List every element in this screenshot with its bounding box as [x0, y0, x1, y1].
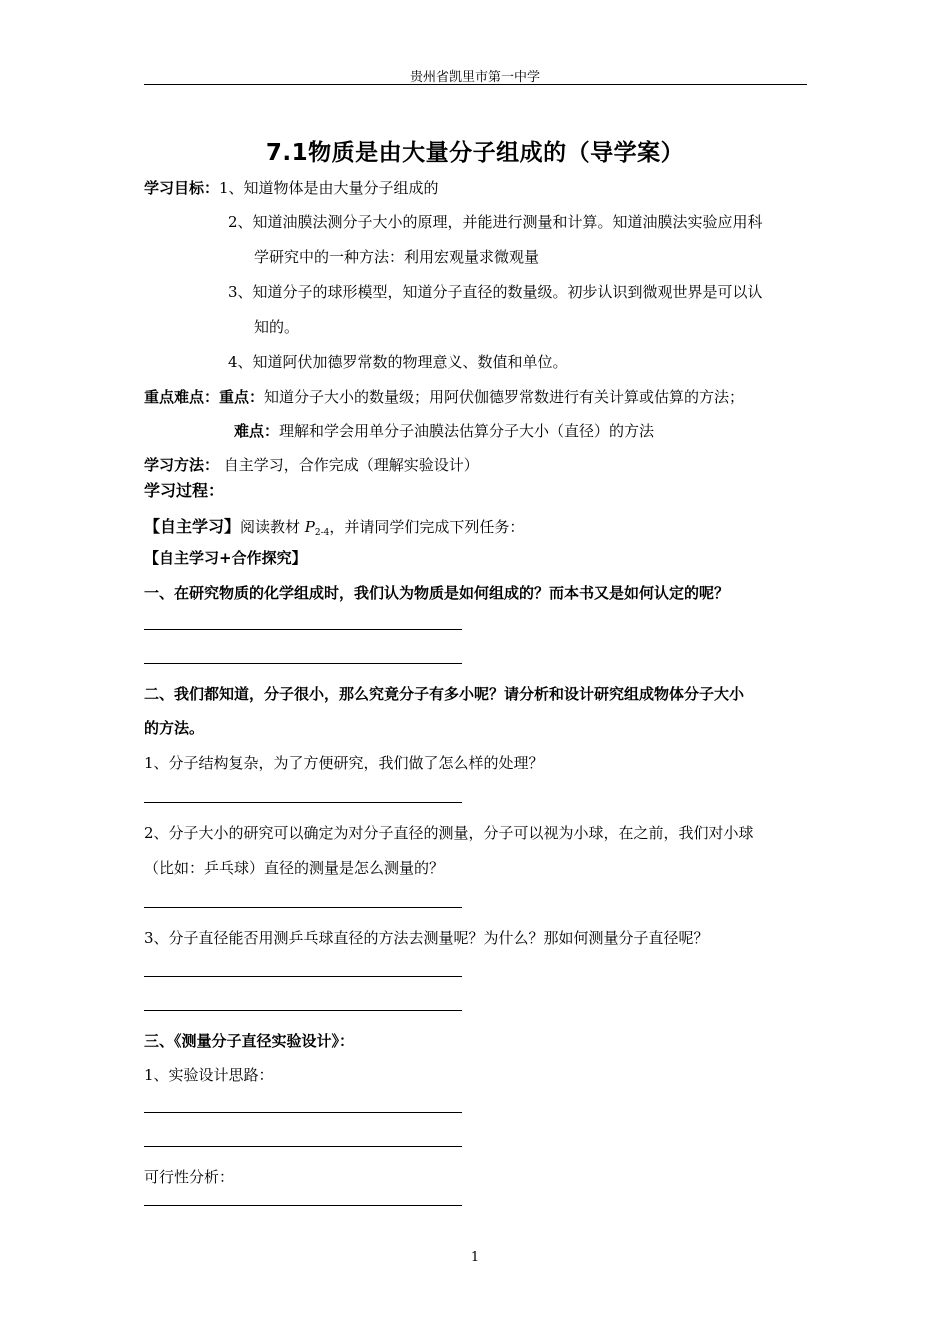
answer-line[interactable]	[144, 1010, 462, 1011]
self-study-line	[144, 514, 524, 538]
answer-line[interactable]	[144, 1205, 462, 1206]
objective-3-line-2: 知的。	[254, 318, 300, 336]
key-points-label: 重点难点：	[144, 388, 220, 406]
difficulty-label: 难点：	[234, 422, 280, 440]
objective-2-line-2: 学研究中的一种方法：利用宏观量求微观量	[254, 248, 540, 266]
self-study-text: 阅读教材	[240, 518, 305, 536]
document-title: 7.1物质是由大量分子组成的（导学案）	[265, 140, 685, 166]
question-1: 一、在研究物质的化学组成时，我们认为物质是如何组成的？而本书又是如何认定的呢？	[144, 584, 730, 602]
question-2-line-1: 二、我们都知道，分子很小，那么究竟分子有多小呢？请分析和设计研究组成物体分子大小	[144, 685, 745, 703]
feasibility-label: 可行性分析：	[144, 1168, 235, 1186]
objective-1: 1、知道物体是由大量分子组成的	[219, 179, 439, 197]
question-3-sub-1: 1、实验设计思路：	[144, 1066, 274, 1084]
question-3: 三、《测量分子直径实验设计》：	[144, 1032, 355, 1050]
objectives-label: 学习目标：	[144, 179, 220, 197]
objective-4: 4、知道阿伏加德罗常数的物理意义、数值和单位。	[228, 353, 568, 371]
textbook-page: $P_{2-4}$	[304, 518, 330, 538]
question-2-sub-1: 1、分子结构复杂，为了方便研究，我们做了怎么样的处理？	[144, 754, 544, 772]
answer-line[interactable]	[144, 1146, 462, 1147]
self-study-task: ，并请同学们完成下列任务：	[329, 518, 525, 536]
method-line	[144, 454, 479, 475]
page-number: 1	[470, 1250, 480, 1265]
key-label: 重点：	[219, 388, 265, 406]
answer-line[interactable]	[144, 976, 462, 977]
process-label: 学习过程：	[144, 481, 225, 500]
method-text: 自主学习，合作完成（理解实验设计）	[223, 456, 479, 474]
self-study-label: 【自主学习】	[144, 517, 241, 536]
question-2-sub-2-line-1: 2、分子大小的研究可以确定为对分子直径的测量，分子可以视为小球，在之前，我们对小球	[144, 824, 754, 842]
key-points-line	[144, 386, 744, 407]
objective-3-line-1: 3、知道分子的球形模型，知道分子直径的数量级。初步认识到微观世界是可以认	[228, 283, 763, 301]
coop-label: 【自主学习+合作探究】	[144, 549, 307, 567]
answer-line[interactable]	[144, 1112, 462, 1113]
question-2-sub-3: 3、分子直径能否用测乒乓球直径的方法去测量呢？为什么？那如何测量分子直径呢？	[144, 929, 709, 947]
objective-2-line-1: 2、知道油膜法测分子大小的原理，并能进行测量和计算。知道油膜法实验应用科	[228, 213, 763, 231]
key-text: 知道分子大小的数量级；用阿伏伽德罗常数进行有关计算或估算的方法；	[264, 388, 745, 406]
question-2-sub-2-line-2: （比如：乒乓球）直径的测量是怎么测量的？	[144, 859, 445, 877]
difficulty-line	[234, 420, 654, 441]
objectives-line-1	[144, 177, 439, 198]
difficulty-text: 理解和学会用单分子油膜法估算分子大小（直径）的方法	[279, 422, 655, 440]
answer-line[interactable]	[144, 907, 462, 908]
answer-line[interactable]	[144, 663, 462, 664]
header-rule	[144, 84, 807, 85]
answer-line[interactable]	[144, 802, 462, 803]
method-label: 学习方法：	[144, 456, 220, 474]
question-2-line-2: 的方法。	[144, 719, 205, 737]
answer-line[interactable]	[144, 629, 462, 630]
page-header: 贵州省凯里市第一中学	[409, 70, 540, 85]
